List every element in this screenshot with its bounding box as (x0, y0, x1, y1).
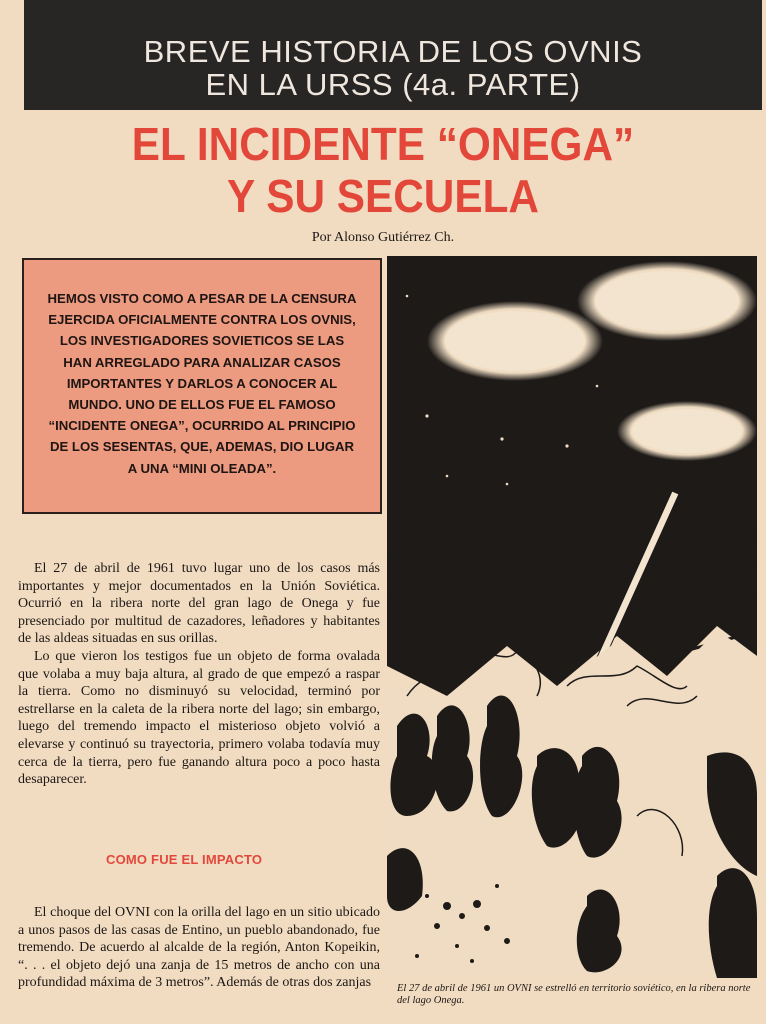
article-title-line1: EL INCIDENTE “ONEGA” (131, 118, 635, 170)
series-title-line2: EN LA URSS (4a. PARTE) (205, 67, 581, 102)
illustration-caption: El 27 de abril de 1961 un OVNI se estrelló en territorio soviético, en la ribera norte del lago Onega. (397, 983, 751, 1006)
byline: Por Alonso Gutiérrez Ch. (311, 230, 455, 245)
article-body-impact (18, 904, 380, 992)
ufo-crash-illustration (387, 256, 757, 978)
illustration-drawing (387, 256, 757, 978)
article-title-line2: Y SU SECUELA (227, 170, 539, 222)
article-body-intro (18, 560, 380, 789)
article-title (31, 118, 736, 222)
series-title-line1: BREVE HISTORIA DE LOS OVNIS (143, 34, 643, 69)
summary-box (22, 258, 382, 514)
summary-text: HEMOS VISTO COMO A PESAR DE LA CENSURA EJERCIDA OFICIALMENTE CONTRA LOS OVNIS, LOS INVESTIGADORES SOVIETICOS SE LAS HAN ARREGLADO PARA ANALIZAR CASOS IMPORTANTES Y DARLOS A CONOCER AL MUNDO. UNO DE ELLOS FUE EL FAMOSO “INCIDENTE ONEGA”, OCURRIDO AL PRINCIPIO DE LOS SESENTAS, QUE, ADEMAS, DIO LUGAR A UNA “MINI OLEADA”. (47, 291, 357, 476)
paragraph-2: Lo que vieron los testigos fue un objeto de forma ovalada que volaba a muy baja altura, al grado de que empezó a raspar la tierra. Como no disminuyó su velocidad, terminó por estrellarse en la caleta de la ribera norte del lago; sin embargo, luego del tremendo impacto el misterioso objeto volvió a elevarse y continuó su trayectoria, primero volaba todavía muy cerca de la tierra, pero fue ganando altura poco a poco hasta desaparecer. (18, 648, 380, 788)
section-subheading: COMO FUE EL IMPACTO (106, 852, 263, 867)
paragraph-3: El choque del OVNI con la orilla del lago en un sitio ubicado a unos pasos de las casas de Entino, un pueblo abandonado, fue tremendo. De acuerdo al alcalde de la región, Anton Kopeikin, “. . . el objeto dejó una zanja de 15 metros de ancho con una profundidad máxima de 3 metros”. Además de otras dos zanjas (18, 905, 380, 991)
series-header-band (24, 0, 762, 110)
paragraph-1: El 27 de abril de 1961 tuvo lugar uno de los casos más importantes y mejor documentados en la Unión Soviética. Ocurrió en la ribera norte del gran lago de Onega y fue presenciado por multitud de cazadores, leñadores y habitantes de las aldeas situadas en sus orillas. (18, 561, 380, 647)
